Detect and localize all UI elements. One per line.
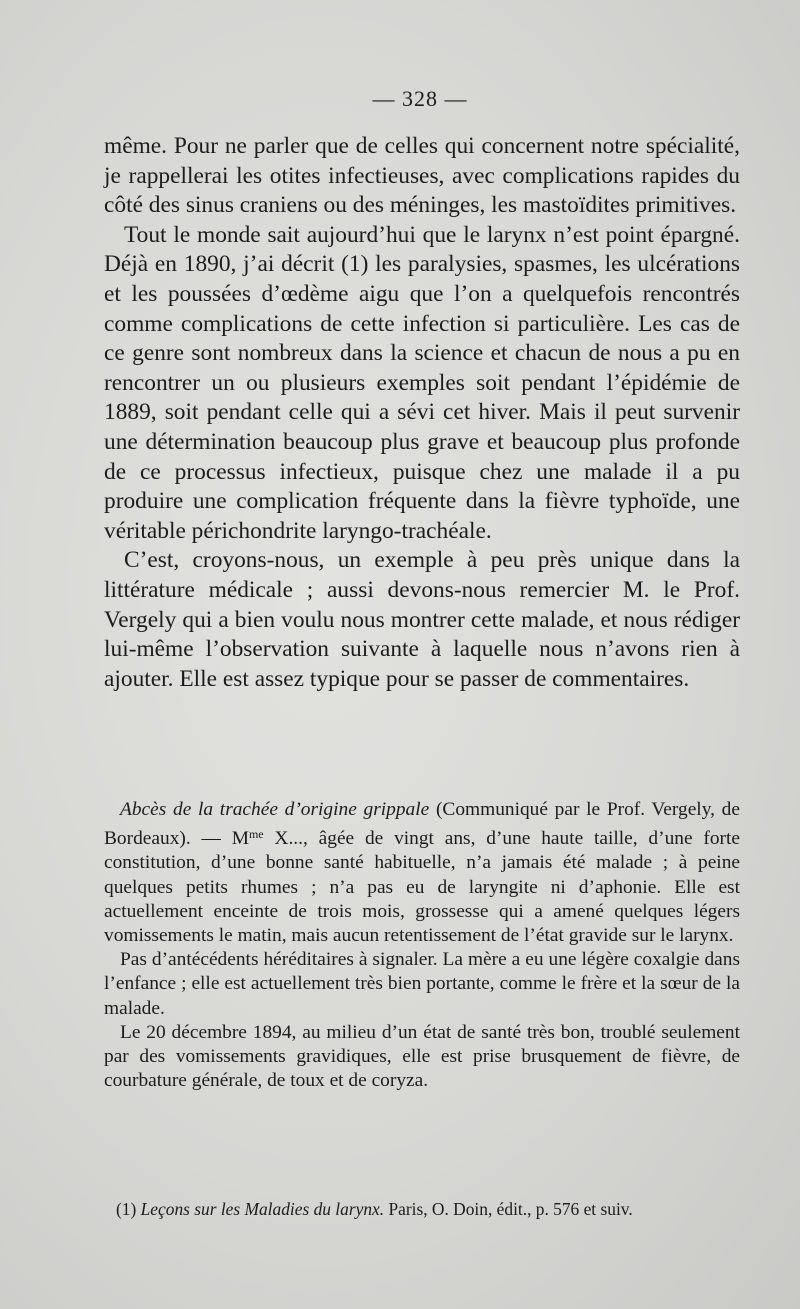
footnote-reference: Paris, O. Doin, édit., p. 576 et suiv. (384, 1199, 633, 1219)
paragraph-1: même. Pour ne parler que de celles qui concernent notre spécialité, je rappellerai les otites infectieuses, avec complications rapides du côté des sinus craniens ou des méninges, les mastoïdites primitives. (104, 133, 740, 219)
observation-paragraph-3: Le 20 décembre 1894, au milieu d’un état de santé très bon, troublé seulement par des vomissements gravidiques, elle est prise brusquement de fièvre, de courbature générale, de toux et de coryza. (104, 1021, 740, 1092)
observation-superscript: me (248, 827, 264, 842)
observation-paragraph-2: Pas d’antécédents héréditaires à signaler. La mère a eu une légère coxalgie dans l’enfance ; elle est actuellement très bien portante, comme le frère et la sœur de la malade. (104, 949, 740, 1019)
footnote (116, 1198, 746, 1220)
paragraph-3: C’est, croyons-nous, un exemple à peu près unique dans la littérature médicale ; aussi devons-nous remercier M. le Prof. Vergely qui a bien voulu nous montrer cette malade, et nous rédiger lui-même l’observation suivante à laquelle nous n’avons rien à ajouter. Elle est assez typique pour se passer de commentaires. (104, 547, 740, 692)
footnote-marker: (1) (116, 1199, 141, 1219)
observation-paragraph-1 (104, 798, 740, 948)
observation-description: X..., âgée de vingt ans, d’une haute taille, d’une forte constitution, d’une bonne santé habituelle, n’a jamais été malade ; à peine quelques petits rhumes ; n’a pas eu de laryngite ni d’aphonie. Elle est actuellement enceinte de trois mois, grossesse qui a amené quelques légers vomissements le matin, mais aucun retentissement de l’état gravide sur le larynx. (104, 828, 740, 947)
main-text (104, 132, 740, 694)
footnote-title: Leçons sur les Maladies du larynx. (140, 1199, 385, 1219)
page-number: — 328 — (372, 86, 468, 111)
observation-text (104, 798, 740, 1093)
observation-intro: (Communiqué par le Prof. Vergely, de Bordeaux). — M (104, 799, 740, 850)
observation-title: Abcès de la trachée d’origine grippale (120, 799, 430, 820)
paragraph-2: Tout le monde sait aujourd’hui que le larynx n’est point épargné. Déjà en 1890, j’ai décrit (1) les paralysies, spasmes, les ulcérations et les poussées d’œdème aigu que l’on a quelquefois rencontrés comme complications de cette infection si particulière. Les cas de ce genre sont nombreux dans la science et chacun de nous a pu en rencontrer un ou plusieurs exemples soit pendant l’épidémie de 1889, soit pendant celle qui a sévi cet hiver. Mais il peut survenir une détermination beaucoup plus grave et beaucoup plus profonde de ce processus infectieux, puisque chez une malade il a pu produire une complication fréquente dans la fièvre typhoïde, une véritable périchondrite laryngo-trachéale. (104, 221, 740, 544)
